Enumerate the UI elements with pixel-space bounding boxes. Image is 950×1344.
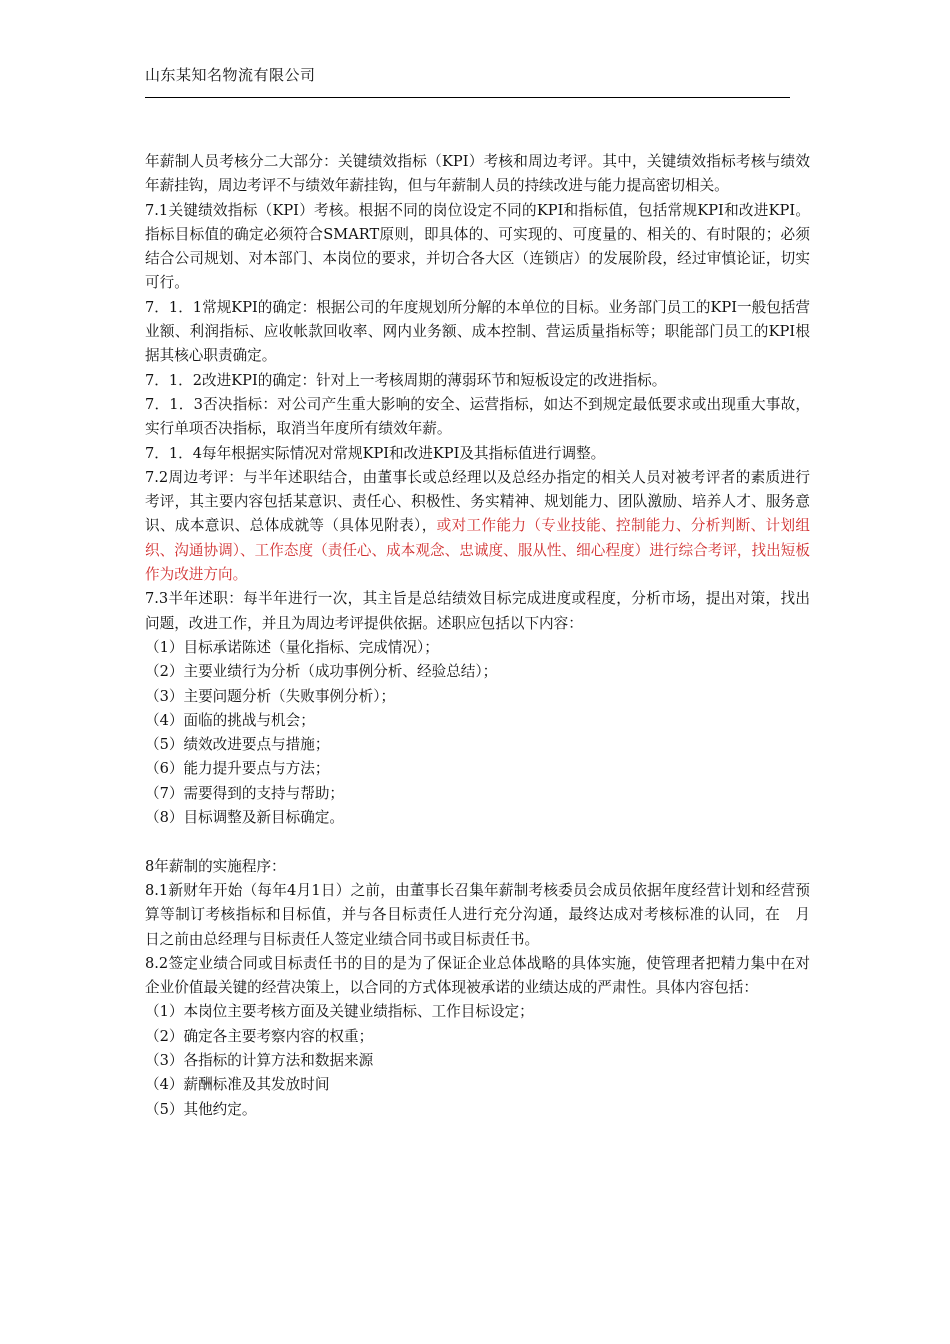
report-item: （5）绩效改进要点与措施； (145, 736, 330, 754)
section-7-1-1-paragraph: 7．1．1常规KPI的确定：根据公司的年度规划所分解的本单位的目标。业务部门员工的KPI一般包括营业额、利润指标、应收帐款回收率、网内业务额、成本控制、营运质量指标等；职能部门员工的KPI根据其核心职责确定。 (145, 298, 810, 365)
contract-item: （3）各指标的计算方法和数据来源 (145, 1051, 374, 1069)
contract-item: （2）确定各主要考察内容的权重； (145, 1027, 374, 1045)
intro-paragraph: 年薪制人员考核分二大部分：关键绩效指标（KPI）考核和周边考评。其中，关键绩效指标考核与绩效年薪挂钩，周边考评不与绩效年薪挂钩，但与年薪制人员的持续改进与能力提高密切相关。 (145, 153, 810, 195)
section-7-3-paragraph: 7.3半年述职：每半年进行一次，其主旨是总结绩效目标完成进度或程度，分析市场，提出对策，找出问题，改进工作，并且为周边考评提供依据。述职应包括以下内容： (145, 590, 810, 632)
section-7-2-text: 7.2周边考评：与半年述职结合，由董事长或总经理以及总经办指定的相关人员对被考评者的素质进行考评，其主要内容包括某意识、责任心、积极性、务实精神、规划能力、团队激励、培养人才、服务意识、成本意识、总体成就等（具体见附表）， (145, 468, 810, 535)
section-8-2-paragraph: 8.2签定业绩合同或目标责任书的目的是为了保证企业总体战略的具体实施，使管理者把精力集中在对企业价值最关键的经营决策上，以合同的方式体现被承诺的业绩达成的严肃性。具体内容包括： (145, 954, 810, 997)
contract-item: （1）本岗位主要考核方面及关键业绩指标、工作目标设定； (145, 1003, 534, 1021)
section-7-2-paragraph (145, 466, 810, 587)
blank-line (145, 830, 810, 854)
document-body (145, 150, 825, 1122)
report-item: （6）能力提升要点与方法； (145, 760, 330, 778)
section-8-1-paragraph: 8.1新财年开始（每年4月1日）之前，由董事长召集年薪制考核委员会成员依据年度经营计划和经营预算等制订考核指标和目标值，并与各目标责任人进行充分沟通，最终达成对考核标准的认同，在 月 日之前由总经理与目标责任人签定业绩合同书或目标责任书。 (145, 881, 825, 948)
section-8-title: 8年薪制的实施程序： (145, 857, 286, 875)
contract-item: （5）其他约定。 (145, 1100, 257, 1118)
report-item: （7）需要得到的支持与帮助； (145, 784, 345, 802)
report-item: （4）面临的挑战与机会； (145, 711, 315, 729)
section-7-1-paragraph: 7.1关键绩效指标（KPI）考核。根据不同的岗位设定不同的KPI和指标值，包括常规KPI和改进KPI。指标目标值的确定必须符合SMART原则，即具体的、可实现的、可度量的、相关的、有时限的；必须结合公司规划、对本部门、本岗位的要求，并切合各大区（连锁店）的发展阶段，经过审慎论证，切实可行。 (145, 201, 810, 292)
section-7-2-highlighted-text: 或对工作能力（专业技能、控制能力、分析判断、计划组织、沟通协调）、工作态度（责任心、成本观念、忠诚度、服从性、细心程度）进行综合考评，找出短板作为改进方向。 (145, 517, 810, 584)
section-7-1-4-paragraph: 7．1．4每年根据实际情况对常规KPI和改进KPI及其指标值进行调整。 (145, 444, 606, 462)
header-divider (145, 97, 790, 98)
report-item: （8）目标调整及新目标确定。 (145, 809, 345, 827)
header-company-name: 山东某知名物流有限公司 (145, 66, 316, 84)
section-7-1-3-paragraph: 7．1．3否决指标：对公司产生重大影响的安全、运营指标，如达不到规定最低要求或出现重大事故，实行单项否决指标，取消当年度所有绩效年薪。 (145, 395, 810, 438)
contract-item: （4）薪酬标准及其发放时间 (145, 1076, 330, 1094)
report-item: （1）目标承诺陈述（量化指标、完成情况）； (145, 638, 439, 656)
report-item: （3）主要问题分析（失败事例分析）； (145, 687, 396, 705)
report-item: （2）主要业绩行为分析（成功事例分析、经验总结）； (145, 663, 498, 681)
section-7-1-2-paragraph: 7．1．2改进KPI的确定：针对上一考核周期的薄弱环节和短板设定的改进指标。 (145, 371, 667, 389)
